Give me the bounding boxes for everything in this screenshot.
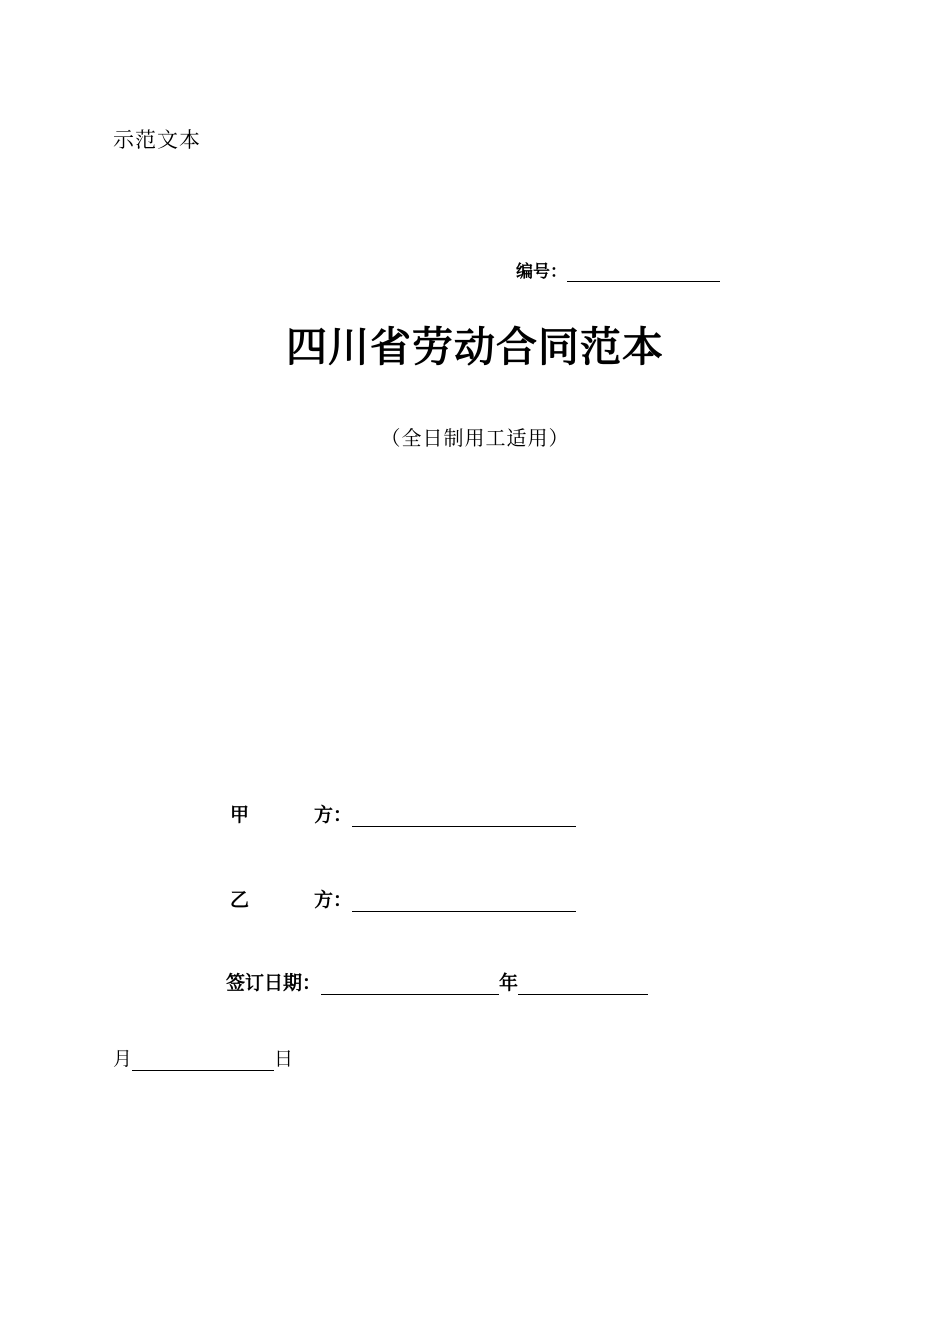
signing-date-row	[226, 968, 648, 995]
signing-year-blank[interactable]	[321, 976, 499, 995]
signing-day-row	[113, 1044, 293, 1071]
contract-number-row	[516, 257, 720, 282]
party-b-blank[interactable]	[352, 893, 576, 912]
signing-month-blank[interactable]	[518, 976, 648, 995]
party-a-blank[interactable]	[352, 808, 576, 827]
document-title: 四川省劳动合同范本	[286, 323, 664, 371]
signing-year-unit: 年	[499, 972, 519, 994]
signing-date-label: 签订日期：	[226, 972, 322, 994]
document-subtitle: （全日制用工适用）	[380, 426, 570, 450]
party-b-row	[230, 885, 576, 912]
contract-number-blank[interactable]	[567, 263, 720, 282]
signing-month-unit: 月	[113, 1048, 133, 1070]
party-a-name-label: 甲	[230, 804, 250, 826]
party-b-suffix-label: 方：	[314, 889, 353, 911]
party-a-suffix-label: 方：	[314, 804, 353, 826]
party-a-row	[230, 800, 576, 827]
signing-day-blank[interactable]	[132, 1052, 274, 1071]
signing-day-unit: 日	[274, 1048, 294, 1070]
sample-text-label: 示范文本	[113, 128, 201, 152]
contract-number-label: 编号：	[516, 262, 567, 282]
party-b-name-label: 乙	[230, 889, 250, 911]
